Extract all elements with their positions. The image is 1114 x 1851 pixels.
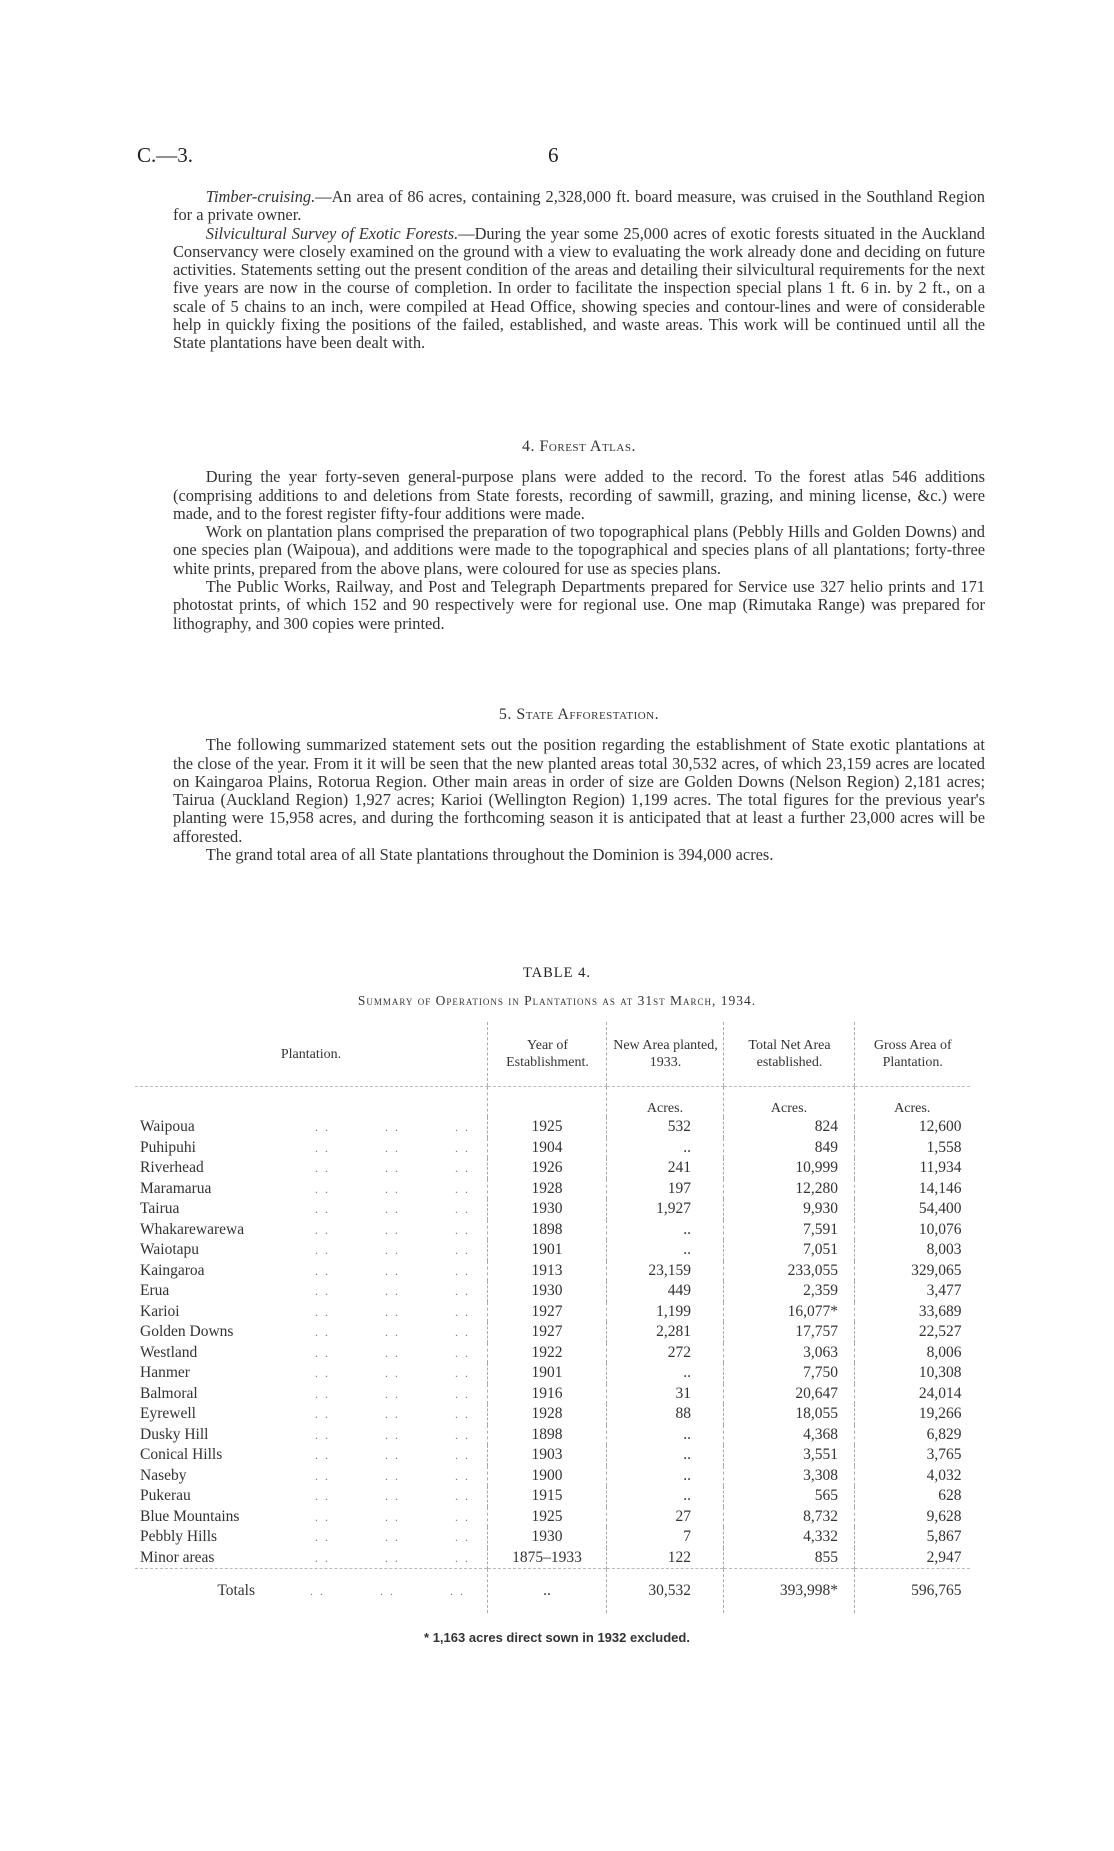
leader-dots: . . [455, 1345, 470, 1360]
units-row [135, 1087, 970, 1118]
plantation-name: Blue Mountains [140, 1507, 240, 1525]
leader-dots: . . [455, 1284, 470, 1298]
leader-dots: . . [315, 1325, 330, 1339]
leader-dots: . . [385, 1161, 400, 1175]
leader-dots: . . [385, 1427, 400, 1442]
table-row [135, 1507, 970, 1528]
cell-net-area: 393,998* [724, 1569, 855, 1614]
cell-plantation [135, 1302, 488, 1323]
cell-gross-area: 12,600 [855, 1117, 970, 1138]
cell-net-area: 16,077* [724, 1302, 855, 1323]
cell-gross-area: 3,477 [855, 1281, 970, 1302]
cell-gross-area: 11,934 [855, 1158, 970, 1179]
leader-dots: . . [315, 1550, 330, 1565]
cell-new-area: .. [607, 1220, 724, 1241]
paragraph-lead: Timber-cruising. [205, 187, 316, 206]
paragraph: The Public Works, Railway, and Post and Telegraph Departments prepared for Service use 327 helio prints and 171 photostat prints, of which 152 and 90 respectively were for regional use. One map (Rimutaka Range) was prepared for lithography, and 300 copies were printed. [173, 577, 985, 633]
leader-dots: . . [385, 1366, 400, 1380]
cell-new-area: 30,532 [607, 1569, 724, 1614]
table-header-row [135, 1022, 970, 1087]
col-header-plantation: Plantation. [135, 1022, 488, 1087]
leader-dots: . . [450, 1583, 465, 1598]
cell-gross-area: 8,006 [855, 1343, 970, 1364]
leader-dots: . . [385, 1345, 400, 1360]
cell-plantation [135, 1527, 488, 1548]
leader-dots: . . [315, 1509, 330, 1524]
table-row [135, 1322, 970, 1343]
table-row [135, 1138, 970, 1159]
table-row [135, 1302, 970, 1323]
leader-dots: . . [315, 1407, 330, 1421]
cell-plantation [135, 1158, 488, 1179]
table-row [135, 1466, 970, 1487]
leader-dots: . . [455, 1366, 470, 1380]
cell-net-area: 233,055 [724, 1261, 855, 1282]
col-header-gross-area: Gross Area of Plantation. [855, 1022, 970, 1087]
leader-dots: . . [385, 1325, 400, 1339]
plantation-name: Puhipuhi [140, 1138, 196, 1156]
cell-plantation [135, 1261, 488, 1282]
leader-dots: . . [455, 1530, 470, 1544]
leader-dots: . . [385, 1140, 400, 1155]
cell-plantation [135, 1466, 488, 1487]
cell-plantation [135, 1179, 488, 1200]
cell-year: 1930 [488, 1199, 607, 1220]
leader-dots: . . [455, 1550, 470, 1565]
leader-dots: . . [455, 1181, 470, 1196]
leader-dots: . . [455, 1222, 470, 1237]
plantation-name: Golden Downs [140, 1323, 234, 1340]
cell-gross-area: 1,558 [855, 1138, 970, 1159]
plantation-name: Hanmer [140, 1364, 190, 1381]
leader-dots: . . [385, 1448, 400, 1462]
leader-dots: . . [385, 1530, 400, 1544]
unit-label: Acres. [607, 1087, 724, 1118]
cell-year: 1927 [488, 1302, 607, 1323]
paragraph-text: —An area of 86 acres, containing 2,328,000 ft. board measure, was cruised in the Southland Region for a private owner. [173, 187, 985, 225]
table-row [135, 1343, 970, 1364]
cell-gross-area: 19,266 [855, 1404, 970, 1425]
leader-dots: . . [385, 1243, 400, 1257]
leader-dots: . . [385, 1304, 400, 1319]
cell-year: 1900 [488, 1466, 607, 1487]
cell-gross-area: 33,689 [855, 1302, 970, 1323]
cell-net-area: 20,647 [724, 1384, 855, 1405]
cell-year: 1904 [488, 1138, 607, 1159]
table-row [135, 1117, 970, 1138]
cell-year: 1901 [488, 1363, 607, 1384]
leader-dots: . . [315, 1304, 330, 1319]
cell-gross-area: 5,867 [855, 1527, 970, 1548]
cell-plantation [135, 1199, 488, 1220]
cell-plantation [135, 1445, 488, 1466]
cell-gross-area: 6,829 [855, 1425, 970, 1446]
cell-net-area: 3,551 [724, 1445, 855, 1466]
plantation-name: Pebbly Hills [140, 1528, 218, 1545]
cell-year: 1925 [488, 1117, 607, 1138]
plantation-name: Eyrewell [140, 1405, 196, 1422]
cell-gross-area: 54,400 [855, 1199, 970, 1220]
plantation-name: Maramarua [140, 1179, 212, 1197]
table-row [135, 1527, 970, 1548]
cell-plantation [135, 1322, 488, 1343]
leader-dots: . . [455, 1468, 470, 1483]
paragraph-silvicultural-survey [173, 225, 985, 353]
leader-dots: . . [385, 1468, 400, 1483]
cell-new-area: 241 [607, 1158, 724, 1179]
table-row [135, 1384, 970, 1405]
cell-plantation [135, 1548, 488, 1569]
cell-plantation [135, 1363, 488, 1384]
plantation-name: Whakarewarewa [140, 1220, 245, 1238]
leader-dots: . . [315, 1120, 330, 1134]
plantation-name: Kaingaroa [140, 1261, 205, 1279]
cell-new-area: 532 [607, 1117, 724, 1138]
cell-year: 1930 [488, 1527, 607, 1548]
leader-dots: . . [455, 1161, 470, 1175]
cell-new-area: 31 [607, 1384, 724, 1405]
cell-plantation [135, 1569, 488, 1614]
cell-year: 1913 [488, 1261, 607, 1282]
plantation-name: Tairua [140, 1200, 180, 1217]
leader-dots: . . [385, 1263, 400, 1278]
table-subtitle: Summary of Operations in Plantations as at 31st March, 1934. [357, 993, 757, 1008]
table-row [135, 1548, 970, 1569]
cell-year: 1928 [488, 1404, 607, 1425]
cell-net-area: 4,368 [724, 1425, 855, 1446]
leader-dots: . . [315, 1243, 330, 1257]
cell-gross-area: 10,308 [855, 1363, 970, 1384]
cell-new-area: 27 [607, 1507, 724, 1528]
cell-gross-area: 4,032 [855, 1466, 970, 1487]
cell-plantation [135, 1425, 488, 1446]
cell-new-area: 449 [607, 1281, 724, 1302]
leader-dots: . . [315, 1448, 330, 1462]
leader-dots: . . [315, 1489, 330, 1503]
cell-year: 1916 [488, 1384, 607, 1405]
plantation-name: Dusky Hill [140, 1425, 209, 1443]
leader-dots: . . [315, 1366, 330, 1380]
leader-dots: . . [385, 1550, 400, 1565]
col-header-net-area: Total Net Area established. [724, 1022, 855, 1087]
intro-section [173, 188, 985, 353]
cell-gross-area: 596,765 [855, 1569, 970, 1614]
section-forest-atlas [173, 438, 985, 633]
plantations-table [135, 1022, 970, 1613]
cell-plantation [135, 1281, 488, 1302]
paragraph-lead: Silvicultural Survey of Exotic Forests. [205, 223, 459, 243]
cell-net-area: 8,732 [724, 1507, 855, 1528]
cell-net-area: 3,308 [724, 1466, 855, 1487]
leader-dots: . . [455, 1263, 470, 1278]
cell-new-area: 1,927 [607, 1199, 724, 1220]
plantation-name: Totals [217, 1581, 255, 1599]
plantation-name: Riverhead [140, 1159, 204, 1176]
cell-net-area: 849 [724, 1138, 855, 1159]
plantation-name: Balmoral [140, 1384, 198, 1402]
cell-net-area: 7,591 [724, 1220, 855, 1241]
plantation-name: Westland [140, 1343, 198, 1361]
cell-net-area: 824 [724, 1117, 855, 1138]
leader-dots: . . [315, 1181, 330, 1196]
table-row [135, 1240, 970, 1261]
cell-gross-area: 3,765 [855, 1445, 970, 1466]
table-row [135, 1363, 970, 1384]
cell-new-area: .. [607, 1466, 724, 1487]
cell-gross-area: 9,628 [855, 1507, 970, 1528]
leader-dots: . . [315, 1386, 330, 1401]
cell-year: 1930 [488, 1281, 607, 1302]
leader-dots: . . [385, 1120, 400, 1134]
cell-year: 1927 [488, 1322, 607, 1343]
cell-net-area: 2,359 [724, 1281, 855, 1302]
plantation-name: Conical Hills [140, 1446, 223, 1463]
cell-new-area: 197 [607, 1179, 724, 1200]
cell-plantation [135, 1507, 488, 1528]
cell-year: 1915 [488, 1486, 607, 1507]
leader-dots: . . [455, 1325, 470, 1339]
section-heading: 5. State Afforestation. [498, 706, 660, 723]
cell-net-area: 10,999 [724, 1158, 855, 1179]
table-row [135, 1486, 970, 1507]
cell-net-area: 18,055 [724, 1404, 855, 1425]
table-row [135, 1425, 970, 1446]
leader-dots: . . [315, 1161, 330, 1175]
leader-dots: . . [385, 1202, 400, 1216]
cell-new-area: .. [607, 1138, 724, 1159]
cell-new-area: 88 [607, 1404, 724, 1425]
cell-new-area: .. [607, 1486, 724, 1507]
table-row [135, 1261, 970, 1282]
cell-year: 1901 [488, 1240, 607, 1261]
cell-new-area: .. [607, 1425, 724, 1446]
cell-gross-area: 8,003 [855, 1240, 970, 1261]
col-header-year: Year of Establishment. [488, 1022, 607, 1087]
cell-net-area: 3,063 [724, 1343, 855, 1364]
cell-year: 1898 [488, 1220, 607, 1241]
cell-new-area: .. [607, 1363, 724, 1384]
cell-new-area: 272 [607, 1343, 724, 1364]
leader-dots: . . [455, 1427, 470, 1442]
leader-dots: . . [315, 1140, 330, 1155]
leader-dots: . . [315, 1530, 330, 1544]
leader-dots: . . [455, 1407, 470, 1421]
plantation-name: Pukerau [140, 1487, 191, 1504]
table-row [135, 1445, 970, 1466]
cell-net-area: 17,757 [724, 1322, 855, 1343]
paragraph: Work on plantation plans comprised the preparation of two topographical plans (Pebbly Hills and Golden Downs) and one species plan (Waipoua), and additions were made to the topographical and species plans of all plantations; forty-three white prints, prepared from the above plans, were coloured for use as species plans. [173, 522, 985, 578]
unit-label: Acres. [855, 1087, 970, 1118]
plantation-name: Waiotapu [140, 1241, 200, 1258]
leader-dots: . . [385, 1386, 400, 1401]
cell-gross-area: 2,947 [855, 1548, 970, 1569]
table-row [135, 1179, 970, 1200]
leader-dots: . . [380, 1583, 395, 1598]
cell-plantation [135, 1486, 488, 1507]
cell-year: 1928 [488, 1179, 607, 1200]
cell-net-area: 4,332 [724, 1527, 855, 1548]
table-row [135, 1158, 970, 1179]
leader-dots: . . [455, 1448, 470, 1462]
leader-dots: . . [315, 1222, 330, 1237]
cell-new-area: 1,199 [607, 1302, 724, 1323]
section-state-afforestation [173, 706, 985, 864]
table-row [135, 1281, 970, 1302]
cell-new-area: 7 [607, 1527, 724, 1548]
leader-dots: . . [315, 1468, 330, 1483]
plantation-name: Naseby [140, 1466, 187, 1484]
leader-dots: . . [455, 1140, 470, 1155]
leader-dots: . . [315, 1427, 330, 1442]
cell-net-area: 855 [724, 1548, 855, 1569]
document-reference: C.—3. [137, 143, 194, 167]
cell-gross-area: 329,065 [855, 1261, 970, 1282]
cell-net-area: 9,930 [724, 1199, 855, 1220]
cell-new-area: 2,281 [607, 1322, 724, 1343]
plantation-name: Waipoua [140, 1118, 195, 1135]
table-row [135, 1220, 970, 1241]
leader-dots: . . [455, 1509, 470, 1524]
leader-dots: . . [385, 1284, 400, 1298]
cell-year: 1898 [488, 1425, 607, 1446]
leader-dots: . . [310, 1583, 325, 1598]
cell-plantation [135, 1138, 488, 1159]
table-title: TABLE 4. [522, 965, 592, 981]
cell-plantation [135, 1343, 488, 1364]
leader-dots: . . [385, 1222, 400, 1237]
cell-year: 1875–1933 [488, 1548, 607, 1569]
cell-plantation [135, 1404, 488, 1425]
leader-dots: . . [315, 1263, 330, 1278]
cell-net-area: 7,750 [724, 1363, 855, 1384]
cell-gross-area: 10,076 [855, 1220, 970, 1241]
cell-plantation [135, 1384, 488, 1405]
leader-dots: . . [455, 1243, 470, 1257]
leader-dots: . . [455, 1489, 470, 1503]
paragraph: The following summarized statement sets out the position regarding the establishment of State exotic plantations at the close of the year. From it it will be seen that the new planted areas total 30,532 acres, of which 23,159 acres are located on Kaingaroa Plains, Rotorua Region. Other main areas in order of size are Golden Downs (Nelson Region) 2,181 acres; Tairua (Auckland Region) 1,927 acres; Karioi (Wellington Region) 1,199 acres. The total figures for the previous year's planting were 15,958 acres, and during the forthcoming season it is anticipated that at least a further 23,000 acres will be afforested. [173, 735, 985, 846]
leader-dots: . . [385, 1181, 400, 1196]
leader-dots: . . [385, 1407, 400, 1421]
leader-dots: . . [315, 1284, 330, 1298]
cell-net-area: 12,280 [724, 1179, 855, 1200]
plantation-name: Minor areas [140, 1548, 215, 1566]
cell-gross-area: 14,146 [855, 1179, 970, 1200]
leader-dots: . . [385, 1509, 400, 1524]
cell-new-area: .. [607, 1445, 724, 1466]
cell-new-area: 23,159 [607, 1261, 724, 1282]
unit-label: Acres. [724, 1087, 855, 1118]
paragraph-text: —During the year some 25,000 acres of exotic forests situated in the Auckland Conservancy were closely examined on the ground with a view to evaluating the work already done and deciding on future activities. Statements setting out the present condition of the areas and detailing their silvicultural requirements for the next five years are now in the course of completion. In order to facilitate the inspection special plans 1 ft. 6 in. by 2 ft., on a scale of 5 chains to an inch, were compiled at Head Office, showing species and contour-lines and were of considerable help in quickly fixing the positions of the failed, established, and waste areas. This work will be continued until all the State plantations have been dealt with. [173, 223, 985, 353]
paragraph: The grand total area of all State plantations throughout the Dominion is 394,000 acres. [205, 845, 774, 865]
table-row [135, 1404, 970, 1425]
leader-dots: . . [455, 1202, 470, 1216]
section-heading: 4. Forest Atlas. [522, 438, 636, 455]
cell-gross-area: 24,014 [855, 1384, 970, 1405]
cell-plantation [135, 1220, 488, 1241]
leader-dots: . . [455, 1386, 470, 1401]
table-row [135, 1199, 970, 1220]
leader-dots: . . [315, 1345, 330, 1360]
cell-year: .. [488, 1569, 607, 1614]
cell-new-area: .. [607, 1240, 724, 1261]
cell-year: 1925 [488, 1507, 607, 1528]
cell-year: 1922 [488, 1343, 607, 1364]
leader-dots: . . [315, 1202, 330, 1216]
cell-plantation [135, 1240, 488, 1261]
cell-gross-area: 628 [855, 1486, 970, 1507]
cell-net-area: 7,051 [724, 1240, 855, 1261]
paragraph: During the year forty-seven general-purpose plans were added to the record. To the forest atlas 546 additions (comprising additions to and deletions from State forests, recording of sawmill, grazing, and mining license, &c.) were made, and to the forest register fifty-four additions were made. [173, 467, 985, 523]
table-footnote: * 1,163 acres direct sown in 1932 excluded. [424, 1630, 690, 1645]
totals-row [135, 1569, 970, 1614]
cell-gross-area: 22,527 [855, 1322, 970, 1343]
leader-dots: . . [455, 1120, 470, 1134]
cell-year: 1903 [488, 1445, 607, 1466]
plantation-name: Erua [140, 1282, 170, 1299]
cell-year: 1926 [488, 1158, 607, 1179]
col-header-new-area: New Area planted, 1933. [607, 1022, 724, 1087]
plantation-name: Karioi [140, 1302, 180, 1320]
leader-dots: . . [455, 1304, 470, 1319]
paragraph-timber-cruising [173, 188, 985, 225]
page-number: 6 [548, 143, 559, 167]
cell-new-area: 122 [607, 1548, 724, 1569]
cell-net-area: 565 [724, 1486, 855, 1507]
cell-plantation [135, 1117, 488, 1138]
leader-dots: . . [385, 1489, 400, 1503]
